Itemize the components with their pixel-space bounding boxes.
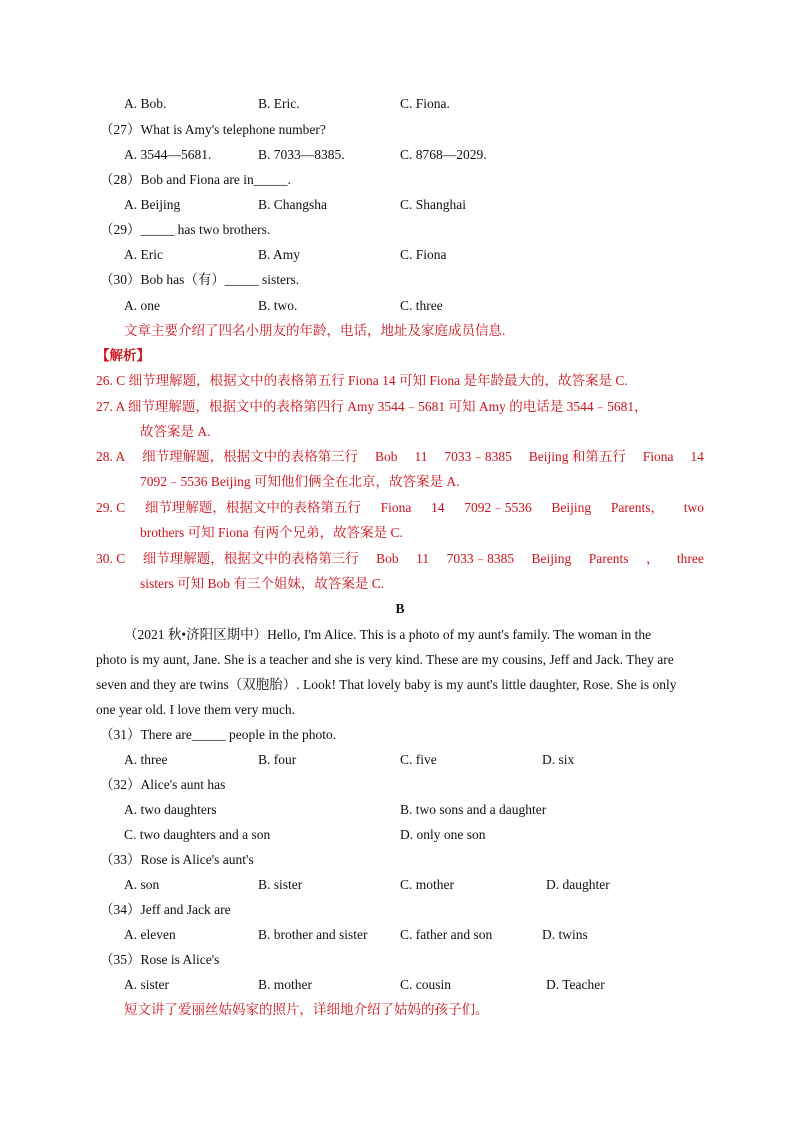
q34-stem: （34）Jeff and Jack are (100, 902, 231, 917)
passage-b-line-1: （2021 秋•济阳区期中）Hello, I'm Alice. This is a photo of my aunt's family. The woman in the (124, 627, 652, 642)
answer-30-line-1 (96, 550, 704, 568)
q27-option-a: A. 3544—5681. (124, 147, 212, 162)
q28-option-a: A. Beijing (124, 197, 181, 212)
answer-30-token: three (676, 551, 704, 566)
answer-29-token: two (683, 500, 704, 515)
q31-stem: （31）There are_____ people in the photo. (100, 727, 337, 742)
answer-29-token: 细节理解题，根据文中的表格第五行 (144, 500, 361, 515)
q32-option-d: D. only one son (400, 827, 486, 842)
q29-option-a: A. Eric (124, 247, 163, 262)
q28-stem: （28）Bob and Fiona are in_____. (100, 172, 291, 187)
answer-29-token: Parents， (610, 500, 665, 515)
q31-option-a: A. three (124, 752, 168, 767)
q34-option-c: C. father and son (400, 927, 493, 942)
q29-option-b: B. Amy (258, 247, 301, 262)
answer-29-token: Beijing (551, 500, 592, 515)
q30-option-c: C. three (400, 298, 443, 313)
q26-option-c: C. Fiona. (400, 96, 450, 111)
q34-option-b: B. brother and sister (258, 927, 368, 942)
q28-option-b: B. Changsha (258, 197, 327, 212)
answer-29-token: 29. C (96, 500, 126, 515)
passage-b-line-4: one year old. I love them very much. (96, 702, 296, 717)
answer-27-line-1: 27. A 细节理解题，根据文中的表格第四行 Amy 3544﹣5681 可知 Amy 的电话是 3544﹣5681， (96, 399, 648, 414)
answer-28-token: 11 (414, 449, 428, 464)
answer-29-token: Fiona (380, 500, 412, 515)
q34-option-d: D. twins (542, 927, 588, 942)
section-b-heading: B (395, 601, 405, 616)
answer-30-token: 30. C (96, 551, 126, 566)
answer-29-line-1 (96, 499, 704, 517)
q32-option-a: A. two daughters (124, 802, 217, 817)
q34-option-a: A. eleven (124, 927, 176, 942)
q35-option-b: B. mother (258, 977, 312, 992)
answer-28-token: 7033﹣8385 (444, 449, 512, 464)
q31-option-b: B. four (258, 752, 297, 767)
answer-28-token: 细节理解题，根据文中的表格第三行 (142, 449, 359, 464)
answer-29-token: 7092﹣5536 (464, 500, 532, 515)
q30-stem: （30）Bob has（有）_____ sisters. (100, 272, 300, 287)
q33-option-c: C. mother (400, 877, 454, 892)
q33-option-b: B. sister (258, 877, 303, 892)
passage-a-summary: 文章主要介绍了四名小朋友的年龄，电话，地址及家庭成员信息. (124, 323, 506, 338)
passage-b-line-3: seven and they are twins（双胞胎）. Look! That lovely baby is my aunt's little daughter, Rose. She is only (96, 677, 677, 692)
q31-option-d: D. six (542, 752, 575, 767)
answer-30-token: 7033﹣8385 (446, 551, 515, 566)
answer-28-token: Fiona (642, 449, 674, 464)
q32-option-b: B. two sons and a daughter (400, 802, 547, 817)
answer-30-token: Bob (376, 551, 399, 566)
answer-28-line-1 (96, 448, 704, 466)
q35-option-a: A. sister (124, 977, 169, 992)
answer-28-token: Bob (375, 449, 398, 464)
passage-b-summary: 短文讲了爱丽丝姑妈家的照片，详细地介绍了姑妈的孩子们。 (124, 1002, 489, 1017)
answer-30-line-2: sisters 可知 Bob 有三个姐妹，故答案是 C. (140, 576, 385, 591)
answer-30-token: 细节理解题，根据文中的表格第三行 (142, 551, 359, 566)
q32-stem: （32）Alice's aunt has (100, 777, 226, 792)
answer-29-line-2: brothers 可知 Fiona 有两个兄弟，故答案是 C. (140, 525, 403, 540)
q29-option-c: C. Fiona (400, 247, 447, 262)
answer-30-token: Parents (588, 551, 629, 566)
q31-option-c: C. five (400, 752, 437, 767)
q30-option-b: B. two. (258, 298, 298, 313)
answer-30-token: Beijing (531, 551, 572, 566)
q27-option-c: C. 8768—2029. (400, 147, 487, 162)
q33-stem: （33）Rose is Alice's aunt's (100, 852, 254, 867)
q32-option-c: C. two daughters and a son (124, 827, 271, 842)
answer-28-token: Beijing 和第五行 (528, 449, 626, 464)
q27-option-b: B. 7033—8385. (258, 147, 345, 162)
q28-option-c: C. Shanghai (400, 197, 466, 212)
answer-30-token: ， (645, 551, 660, 566)
q35-stem: （35）Rose is Alice's (100, 952, 220, 967)
q27-stem: （27）What is Amy's telephone number? (100, 122, 326, 137)
answer-28-line-2: 7092﹣5536 Beijing 可知他们俩全在北京，故答案是 A. (140, 474, 460, 489)
q30-option-a: A. one (124, 298, 160, 313)
q26-option-b: B. Eric. (258, 96, 300, 111)
q26-option-a: A. Bob. (124, 96, 167, 111)
answer-28-token: 28. A (96, 449, 126, 464)
answer-30-token: 11 (416, 551, 430, 566)
passage-b-line-2: photo is my aunt, Jane. She is a teacher and she is very kind. These are my cousins, Jeff and Jack. They are (96, 652, 674, 667)
q33-option-a: A. son (124, 877, 160, 892)
answer-29-token: 14 (431, 500, 445, 515)
answer-27-line-2: 故答案是 A. (140, 424, 211, 439)
q35-option-d: D. Teacher (546, 977, 605, 992)
q33-option-d: D. daughter (546, 877, 610, 892)
q29-stem: （29）_____ has two brothers. (100, 222, 271, 237)
analysis-label: 【解析】 (96, 348, 150, 363)
answer-28-token: 14 (690, 449, 704, 464)
answer-26: 26. C 细节理解题，根据文中的表格第五行 Fiona 14 可知 Fiona 是年龄最大的，故答案是 C. (96, 373, 628, 388)
q35-option-c: C. cousin (400, 977, 452, 992)
